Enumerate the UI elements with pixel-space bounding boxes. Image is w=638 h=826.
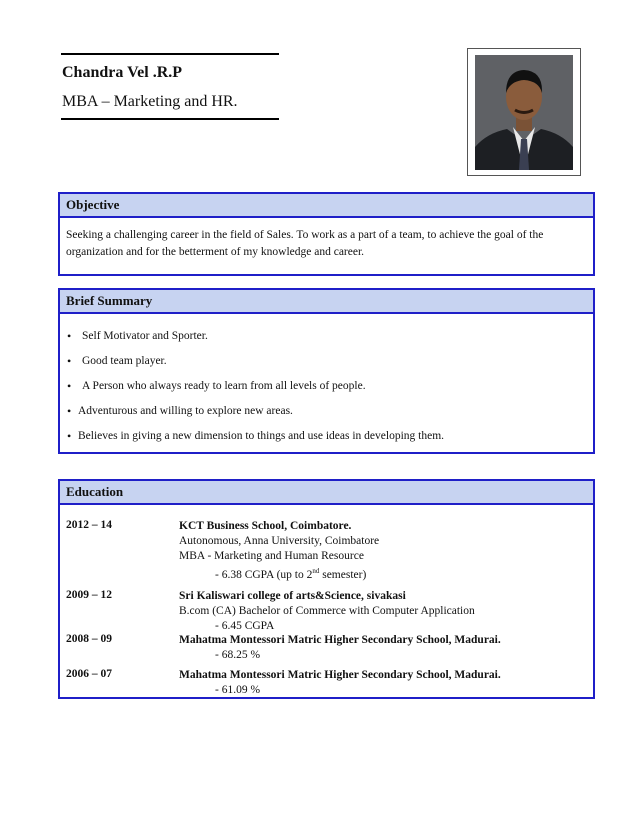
bullet-icon: • — [67, 404, 72, 418]
objective-text: Seeking a challenging career in the field of Sales. To work as a part of a team, to achieve the goal of the organization and for the betterment of my knowledge and career. — [66, 229, 544, 258]
profile-photo-frame — [467, 48, 581, 176]
education-section — [58, 479, 595, 699]
person-portrait-icon — [475, 55, 573, 170]
list-item: • Self Motivator and Sporter. — [67, 329, 208, 343]
candidate-name: Chandra Vel .R.P — [62, 64, 183, 81]
summary-section — [58, 288, 595, 454]
candidate-degree: MBA – Marketing and HR. — [62, 93, 238, 110]
list-item: • Adventurous and willing to explore new areas. — [67, 404, 293, 418]
bullet-icon: • — [67, 379, 72, 393]
education-institution: Mahatma Montessori Matric Higher Secondary School, Madurai. — [179, 669, 501, 681]
education-entry — [60, 519, 593, 581]
bullet-icon: • — [67, 429, 72, 443]
top-rule — [61, 53, 279, 55]
education-year: 2009 – 12 — [66, 589, 112, 601]
education-score: - 68.25 % — [215, 649, 261, 661]
education-program: MBA - Marketing and Human Resource — [179, 550, 364, 562]
education-heading: Education — [60, 481, 593, 505]
bullet-icon: • — [67, 329, 72, 343]
profile-photo — [475, 55, 573, 170]
summary-heading: Brief Summary — [60, 290, 593, 314]
list-item: • Good team player. — [67, 354, 167, 368]
education-year: 2008 – 09 — [66, 633, 112, 645]
education-entry — [60, 668, 593, 698]
education-list — [60, 505, 593, 696]
education-institution: KCT Business School, Coimbatore. — [179, 520, 352, 532]
education-score: - 6.38 CGPA (up to 2nd semester) — [215, 567, 367, 581]
education-year: 2012 – 14 — [66, 519, 112, 531]
objective-heading: Objective — [60, 194, 593, 218]
education-entry — [60, 633, 593, 668]
education-year: 2006 – 07 — [66, 668, 112, 680]
education-score: - 6.45 CGPA — [215, 620, 275, 632]
list-item: • Believes in giving a new dimension to things and use ideas in developing them. — [67, 429, 445, 443]
education-affiliation: Autonomous, Anna University, Coimbatore — [179, 535, 380, 547]
summary-list — [60, 314, 593, 453]
education-score: - 61.09 % — [215, 684, 261, 696]
education-program: B.com (CA) Bachelor of Commerce with Computer Application — [179, 605, 475, 617]
education-institution: Mahatma Montessori Matric Higher Secondary School, Madurai. — [179, 634, 501, 646]
education-entry — [60, 589, 593, 637]
bottom-rule — [61, 118, 279, 120]
bullet-icon: • — [67, 354, 72, 368]
education-institution: Sri Kaliswari college of arts&Science, sivakasi — [179, 590, 406, 602]
objective-section — [58, 192, 595, 276]
list-item: • A Person who always ready to learn from all levels of people. — [67, 379, 366, 393]
